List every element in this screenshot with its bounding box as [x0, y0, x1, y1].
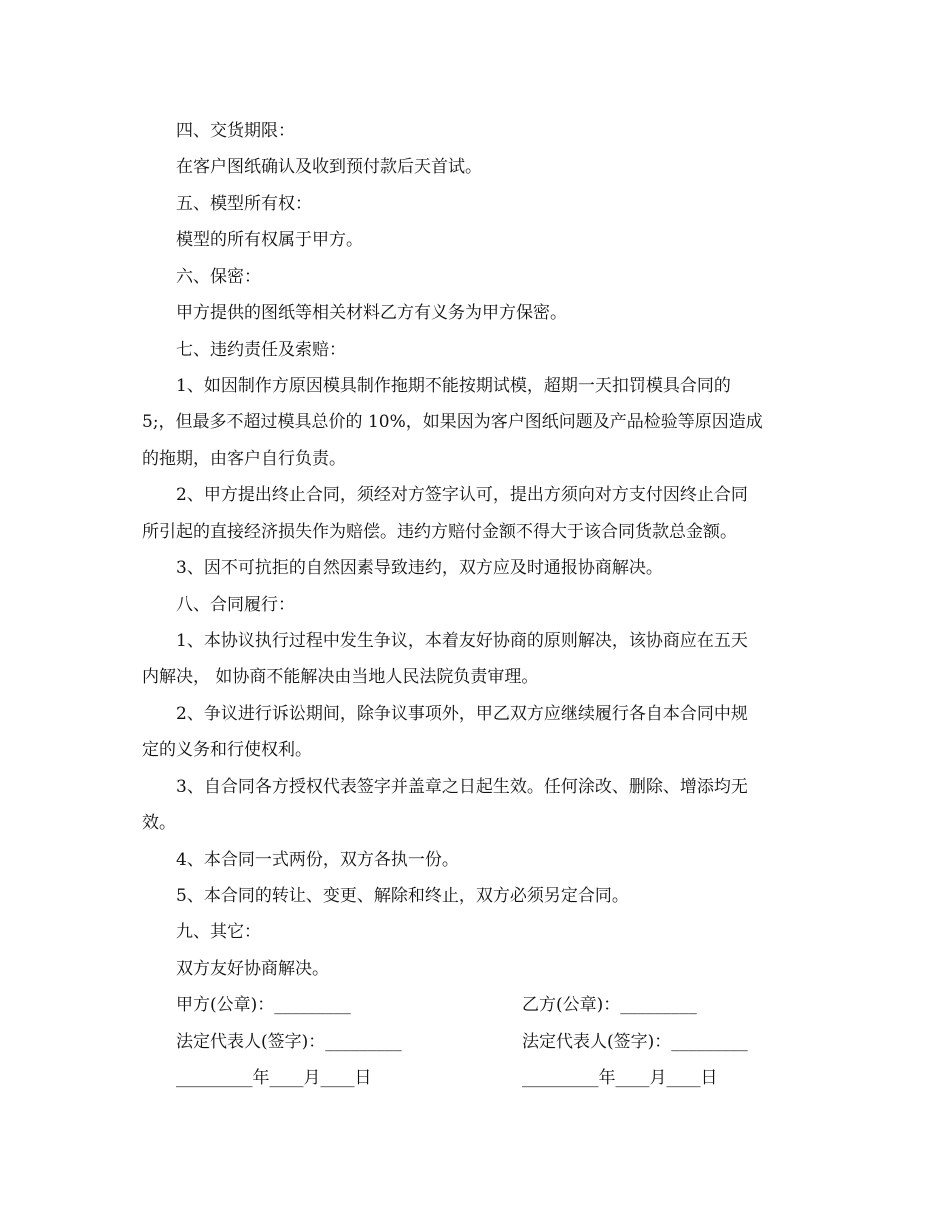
- section4-heading: 四、交货期限：: [176, 121, 295, 141]
- section6-body: 甲方提供的图纸等相关材料乙方有义务为甲方保密。: [176, 303, 567, 323]
- section7-item2-line2: 所引起的直接经济损失作为赔偿。违约方赔付金额不得大于该合同货款总金额。: [142, 522, 737, 542]
- section8-item4: 4、本合同一式两份，双方各执一份。: [176, 850, 459, 870]
- section5-heading: 五、模型所有权：: [176, 194, 312, 214]
- section6-heading: 六、保密：: [176, 267, 261, 287]
- party-b-rep-field: 法定代表人(签字)：_________: [522, 1032, 748, 1052]
- section8-item3-line1: 3、自合同各方授权代表签字并盖章之日起生效。任何涂改、删除、增添均无: [176, 777, 748, 797]
- section7-item2-line1: 2、甲方提出终止合同，须经对方签字认可，提出方须向对方支付因终止合同: [176, 485, 748, 505]
- signature-row-date: [176, 1067, 372, 1089]
- section8-heading: 八、合同履行：: [176, 595, 295, 615]
- section7-item1-line3: 的拖期，由客户自行负责。: [142, 449, 346, 469]
- section5-body: 模型的所有权属于甲方。: [176, 230, 363, 250]
- section7-heading: 七、违约责任及索赔：: [176, 340, 346, 360]
- party-b-seal-field: 乙方(公章)：_________: [522, 995, 697, 1015]
- section8-item3-line2: 效。: [142, 813, 176, 833]
- signature-row-date-right: [522, 1067, 718, 1089]
- section7-item1-line1: 1、如因制作方原因模具制作拖期不能按期试模，超期一天扣罚模具合同的: [176, 376, 731, 396]
- party-a-rep-field: 法定代表人(签字)：_________: [176, 1032, 402, 1052]
- signature-row-rep-right: [522, 1031, 748, 1053]
- party-a-date-field: _________年____月____日: [176, 1068, 372, 1088]
- section8-item1-line2: 内解决， 如协商不能解决由当地人民法院负责审理。: [142, 667, 539, 687]
- section8-item5: 5、本合同的转让、变更、解除和终止，双方必须另定合同。: [176, 886, 629, 906]
- section4-body: 在客户图纸确认及收到预付款后天首试。: [176, 157, 482, 177]
- section9-body: 双方友好协商解决。: [176, 959, 329, 979]
- party-a-seal-field: 甲方(公章)：_________: [176, 995, 351, 1015]
- signature-row-seal-right: [522, 994, 697, 1016]
- party-b-date-field: _________年____月____日: [522, 1068, 718, 1088]
- section9-heading: 九、其它：: [176, 922, 261, 942]
- section8-item1-line1: 1、本协议执行过程中发生争议，本着友好协商的原则解决，该协商应在五天: [176, 631, 748, 651]
- signature-row-seal: [176, 994, 351, 1016]
- section8-item2-line2: 定的义务和行使权利。: [142, 740, 312, 760]
- signature-row-rep: [176, 1031, 402, 1053]
- section8-item2-line1: 2、争议进行诉讼期间，除争议事项外，甲乙双方应继续履行各自本合同中规: [176, 704, 748, 724]
- section7-item1-line2: 5;，但最多不超过模具总价的 10%，如果因为客户图纸问题及产品检验等原因造成: [142, 412, 763, 432]
- section7-item3: 3、因不可抗拒的自然因素导致违约，双方应及时通报协商解决。: [176, 558, 663, 578]
